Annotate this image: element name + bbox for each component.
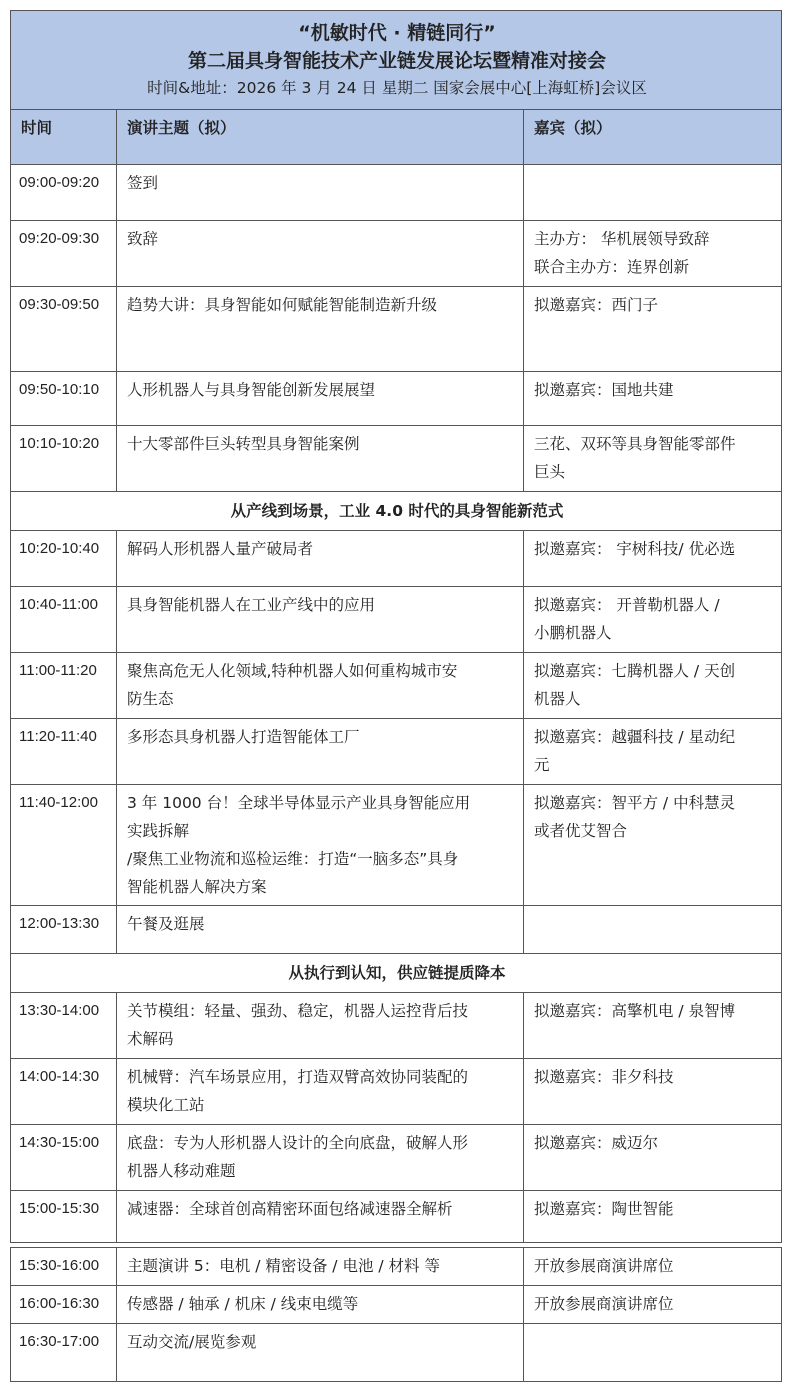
time-cell: 13:30-14:00 bbox=[11, 993, 117, 1059]
table-row bbox=[11, 426, 782, 492]
guest-line: 拟邀嘉宾： 宇树科技/ 优必选 bbox=[534, 540, 736, 558]
topic-cell bbox=[117, 1248, 524, 1286]
topic-cell bbox=[117, 993, 524, 1059]
topic-cell bbox=[117, 1324, 524, 1382]
topic-line: 主题演讲 5：电机 / 精密设备 / 电池 / 材料 等 bbox=[127, 1257, 440, 1275]
table-row bbox=[11, 906, 782, 954]
table-row bbox=[11, 1248, 782, 1286]
guest-line: 元 bbox=[534, 756, 550, 774]
guest-cell bbox=[524, 906, 782, 954]
table-row bbox=[11, 287, 782, 372]
topic-line: 3 年 1000 台！全球半导体显示产业具身智能应用 bbox=[127, 794, 471, 812]
time-cell: 09:50-10:10 bbox=[11, 372, 117, 426]
topic-line: 聚焦高危无人化领域,特种机器人如何重构城市安 bbox=[127, 662, 458, 680]
guest-cell bbox=[524, 1125, 782, 1191]
guest-cell bbox=[524, 1191, 782, 1243]
topic-line: 智能机器人解决方案 bbox=[127, 878, 267, 896]
section-title: 从产线到场景，工业 4.0 时代的具身智能新范式 bbox=[11, 492, 782, 531]
guest-line: 主办方： 华机展领导致辞 bbox=[534, 230, 710, 248]
guest-line: 拟邀嘉宾：越疆科技 / 星动纪 bbox=[534, 728, 736, 746]
topic-line: /聚焦工业物流和巡检运维：打造“一脑多态”具身 bbox=[127, 850, 459, 868]
topic-cell bbox=[117, 426, 524, 492]
topic-line: 实践拆解 bbox=[127, 822, 190, 840]
topic-line: 致辞 bbox=[127, 230, 159, 248]
guest-cell bbox=[524, 1324, 782, 1382]
topic-line: 趋势大讲：具身智能如何赋能智能制造新升级 bbox=[127, 296, 438, 314]
table-row bbox=[11, 719, 782, 785]
topic-line: 午餐及逛展 bbox=[127, 915, 205, 933]
guest-cell bbox=[524, 993, 782, 1059]
time-cell: 16:30-17:00 bbox=[11, 1324, 117, 1382]
column-header-row bbox=[11, 110, 782, 165]
guest-line: 拟邀嘉宾：陶世智能 bbox=[534, 1200, 674, 1218]
guest-cell bbox=[524, 785, 782, 906]
topic-line: 机械臂：汽车场景应用，打造双臂高效协同装配的 bbox=[127, 1068, 469, 1086]
event-slogan: “机敏时代 · 精链同行” bbox=[298, 22, 496, 44]
table-row bbox=[11, 1059, 782, 1125]
topic-line: 术解码 bbox=[127, 1030, 174, 1048]
topic-cell bbox=[117, 906, 524, 954]
guest-line: 拟邀嘉宾：威迈尔 bbox=[534, 1134, 659, 1152]
guest-line: 拟邀嘉宾： 开普勒机器人 / bbox=[534, 596, 720, 614]
topic-line: 人形机器人与具身智能创新发展展望 bbox=[127, 381, 376, 399]
topic-line: 互动交流/展览参观 bbox=[127, 1333, 257, 1351]
topic-line: 具身智能机器人在工业产线中的应用 bbox=[127, 596, 376, 614]
section-header bbox=[11, 492, 782, 531]
topic-line: 解码人形机器人量产破局者 bbox=[127, 540, 314, 558]
topic-line: 签到 bbox=[127, 174, 159, 192]
guest-line: 或者优艾智合 bbox=[534, 822, 628, 840]
time-cell: 10:10-10:20 bbox=[11, 426, 117, 492]
topic-cell bbox=[117, 1286, 524, 1324]
topic-cell bbox=[117, 1191, 524, 1243]
table-row bbox=[11, 653, 782, 719]
event-title: 第二届具身智能技术产业链发展论坛暨精准对接会 bbox=[188, 50, 607, 72]
table-row bbox=[11, 1191, 782, 1243]
guest-line: 三花、双环等具身智能零部件 bbox=[534, 435, 736, 453]
guest-line: 拟邀嘉宾：七腾机器人 / 天创 bbox=[534, 662, 736, 680]
guest-cell bbox=[524, 1248, 782, 1286]
table-row bbox=[11, 372, 782, 426]
section-title: 从执行到认知，供应链提质降本 bbox=[11, 954, 782, 993]
topic-cell bbox=[117, 221, 524, 287]
topic-line: 十大零部件巨头转型具身智能案例 bbox=[127, 435, 360, 453]
agenda-table-continued bbox=[10, 1247, 782, 1382]
topic-cell bbox=[117, 531, 524, 587]
header-row bbox=[11, 11, 782, 110]
table-row bbox=[11, 165, 782, 221]
time-cell: 16:00-16:30 bbox=[11, 1286, 117, 1324]
guest-line: 拟邀嘉宾：西门子 bbox=[534, 296, 659, 314]
guest-cell bbox=[524, 221, 782, 287]
topic-cell bbox=[117, 653, 524, 719]
agenda-page bbox=[10, 10, 781, 1382]
guest-line: 联合主办方：连界创新 bbox=[534, 258, 690, 276]
guest-line: 开放参展商演讲席位 bbox=[534, 1295, 674, 1313]
time-cell: 11:40-12:00 bbox=[11, 785, 117, 906]
topic-cell bbox=[117, 1059, 524, 1125]
guest-line: 机器人 bbox=[534, 690, 581, 708]
guest-line: 拟邀嘉宾：高擎机电 / 泉智博 bbox=[534, 1002, 736, 1020]
guest-line: 拟邀嘉宾：非夕科技 bbox=[534, 1068, 674, 1086]
guest-cell bbox=[524, 165, 782, 221]
guest-cell bbox=[524, 719, 782, 785]
topic-cell bbox=[117, 785, 524, 906]
topic-line: 防生态 bbox=[127, 690, 174, 708]
guest-cell bbox=[524, 587, 782, 653]
topic-cell bbox=[117, 165, 524, 221]
topic-line: 机器人移动难题 bbox=[127, 1162, 236, 1180]
guest-line: 小鹏机器人 bbox=[534, 624, 612, 642]
guest-line: 拟邀嘉宾：智平方 / 中科慧灵 bbox=[534, 794, 736, 812]
time-cell: 09:20-09:30 bbox=[11, 221, 117, 287]
guest-cell bbox=[524, 426, 782, 492]
guest-cell bbox=[524, 1059, 782, 1125]
guest-line: 巨头 bbox=[534, 463, 566, 481]
table-row bbox=[11, 1125, 782, 1191]
time-cell: 09:00-09:20 bbox=[11, 165, 117, 221]
topic-line: 传感器 / 轴承 / 机床 / 线束电缆等 bbox=[127, 1295, 359, 1313]
table-row bbox=[11, 221, 782, 287]
time-cell: 10:20-10:40 bbox=[11, 531, 117, 587]
agenda-table bbox=[10, 10, 782, 1243]
table-row bbox=[11, 993, 782, 1059]
guest-cell bbox=[524, 1286, 782, 1324]
time-cell: 15:00-15:30 bbox=[11, 1191, 117, 1243]
topic-line: 减速器：全球首创高精密环面包络减速器全解析 bbox=[127, 1200, 453, 1218]
time-cell: 10:40-11:00 bbox=[11, 587, 117, 653]
table-row bbox=[11, 1286, 782, 1324]
table-row bbox=[11, 785, 782, 906]
column-header-guest: 嘉宾（拟） bbox=[524, 110, 782, 165]
table-row bbox=[11, 587, 782, 653]
topic-cell bbox=[117, 1125, 524, 1191]
time-cell: 11:20-11:40 bbox=[11, 719, 117, 785]
table-row bbox=[11, 1324, 782, 1382]
column-header-time: 时间 bbox=[11, 110, 117, 165]
event-time-location: 时间&地址：2026 年 3 月 24 日 星期二 国家会展中心[上海虹桥]会议区 bbox=[147, 79, 647, 97]
topic-cell bbox=[117, 587, 524, 653]
topic-line: 底盘：专为人形机器人设计的全向底盘，破解人形 bbox=[127, 1134, 469, 1152]
table-row bbox=[11, 531, 782, 587]
time-cell: 14:00-14:30 bbox=[11, 1059, 117, 1125]
guest-line: 开放参展商演讲席位 bbox=[534, 1257, 674, 1275]
topic-cell bbox=[117, 719, 524, 785]
topic-cell bbox=[117, 287, 524, 372]
time-cell: 14:30-15:00 bbox=[11, 1125, 117, 1191]
time-cell: 15:30-16:00 bbox=[11, 1248, 117, 1286]
guest-cell bbox=[524, 531, 782, 587]
time-cell: 11:00-11:20 bbox=[11, 653, 117, 719]
topic-cell bbox=[117, 372, 524, 426]
topic-line: 多形态具身机器人打造智能体工厂 bbox=[127, 728, 360, 746]
topic-line: 关节模组：轻量、强劲、稳定，机器人运控背后技 bbox=[127, 1002, 469, 1020]
guest-cell bbox=[524, 372, 782, 426]
time-cell: 09:30-09:50 bbox=[11, 287, 117, 372]
guest-cell bbox=[524, 287, 782, 372]
agenda-header bbox=[11, 11, 782, 110]
column-header-topic: 演讲主题（拟） bbox=[117, 110, 524, 165]
time-cell: 12:00-13:30 bbox=[11, 906, 117, 954]
guest-line: 拟邀嘉宾：国地共建 bbox=[534, 381, 674, 399]
topic-line: 模块化工站 bbox=[127, 1096, 205, 1114]
guest-cell bbox=[524, 653, 782, 719]
section-header bbox=[11, 954, 782, 993]
